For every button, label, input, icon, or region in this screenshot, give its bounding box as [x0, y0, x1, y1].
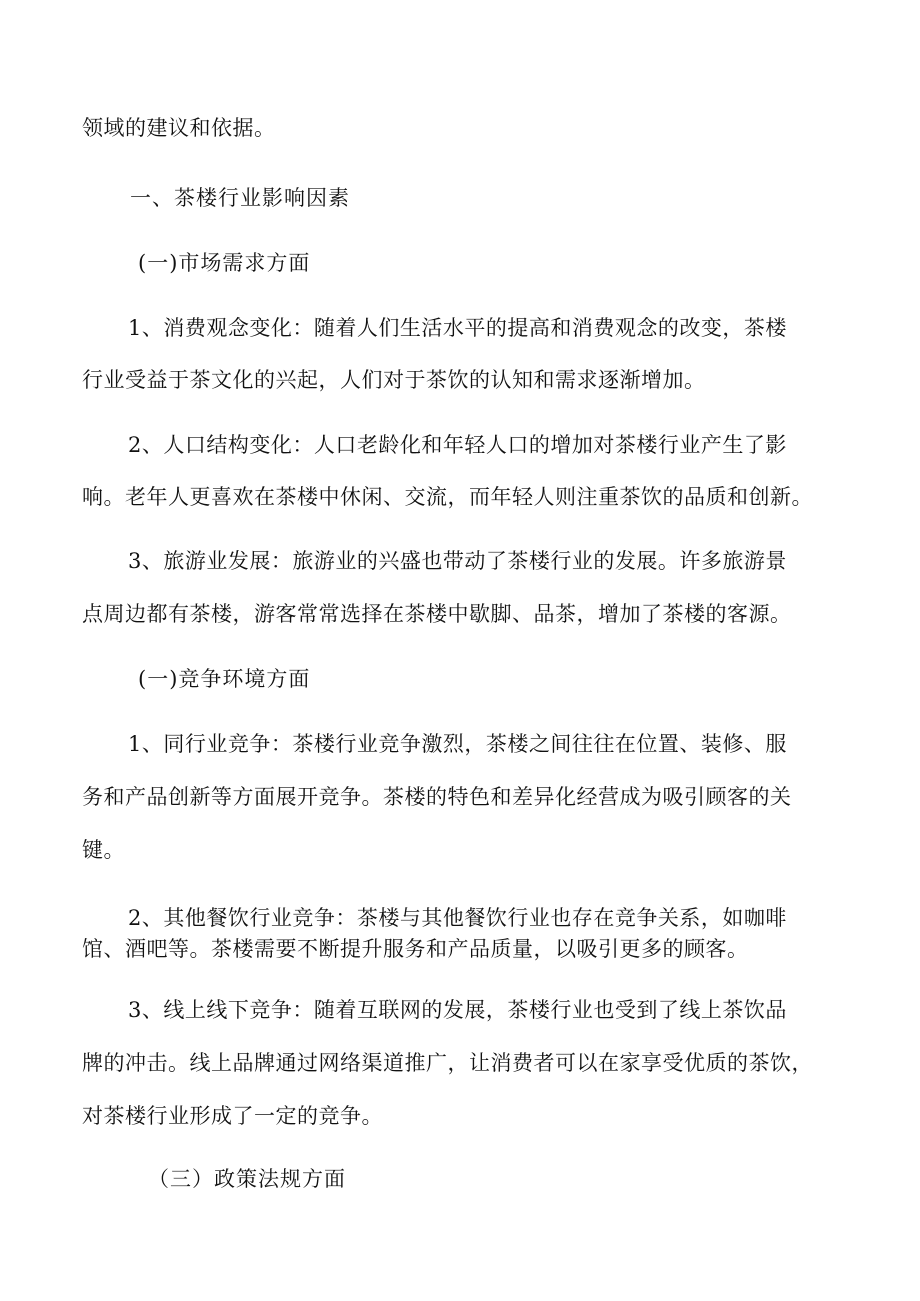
- paragraph-line: 1、消费观念变化：随着人们生活水平的提高和消费观念的改变，茶楼: [128, 316, 787, 340]
- intro-tail-line: 领域的建议和依据。: [82, 116, 276, 140]
- paragraph-line: 3、线上线下竞争：随着互联网的发展，茶楼行业也受到了线上茶饮品: [128, 998, 787, 1022]
- section-title: 一、茶楼行业影响因素: [130, 186, 350, 210]
- paragraph-line: 2、其他餐饮行业竞争：茶楼与其他餐饮行业也存在竞争关系，如咖啡: [128, 906, 787, 930]
- paragraph-line: 1、同行业竞争：茶楼行业竞争激烈，茶楼之间往往在位置、装修、服: [128, 732, 787, 756]
- paragraph-line: 2、人口结构变化：人口老龄化和年轻人口的增加对茶楼行业产生了影: [128, 433, 787, 457]
- subsection-title-policy: （三）政策法规方面: [148, 1167, 346, 1191]
- paragraph-line: 馆、酒吧等。茶楼需要不断提升服务和产品质量，以吸引更多的顾客。: [82, 937, 749, 961]
- paragraph-line: 行业受益于茶文化的兴起，人们对于茶饮的认知和需求逐渐增加。: [82, 368, 706, 392]
- paragraph-line: 键。: [82, 838, 125, 862]
- paragraph-line: 点周边都有茶楼，游客常常选择在茶楼中歇脚、品茶，增加了茶楼的客源。: [82, 602, 792, 626]
- subsection-title-market-demand: (一)市场需求方面: [138, 251, 311, 275]
- paragraph-line: 牌的冲击。线上品牌通过网络渠道推广，让消费者可以在家享受优质的茶饮，: [82, 1051, 813, 1075]
- subsection-title-competition: (一)竞争环境方面: [138, 667, 311, 691]
- paragraph-line: 响。老年人更喜欢在茶楼中休闲、交流，而年轻人则注重茶饮的品质和创新。: [82, 485, 813, 509]
- paragraph-line: 3、旅游业发展：旅游业的兴盛也带动了茶楼行业的发展。许多旅游景: [128, 549, 787, 573]
- paragraph-line: 对茶楼行业形成了一定的竞争。: [82, 1104, 383, 1128]
- paragraph-line: 务和产品创新等方面展开竞争。茶楼的特色和差异化经营成为吸引顾客的关: [82, 785, 792, 809]
